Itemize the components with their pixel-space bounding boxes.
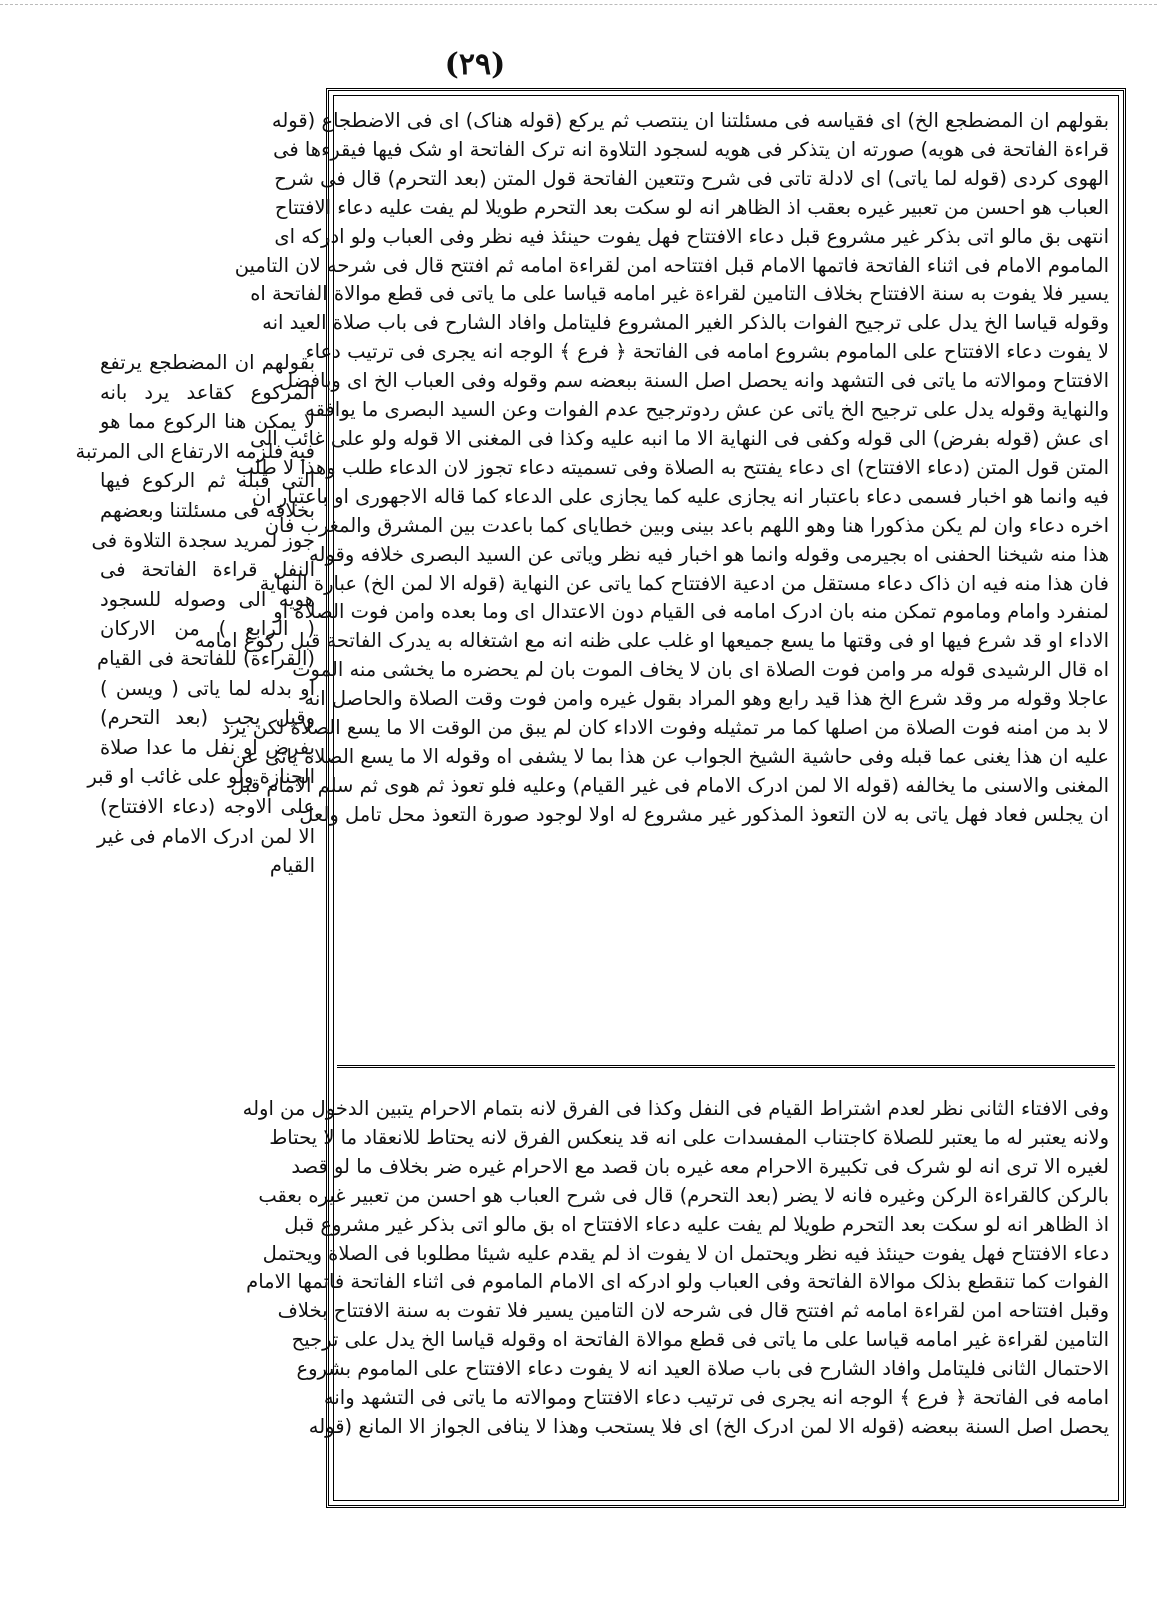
text-line: العباب هو احسن من تعبیر غیره بعقب اذ الظاهر انه لو سکت بعد التحرم طویلا لم یفت علیه دعاء الافتتاح: [274, 195, 1109, 219]
text-line: عاجلا وقوله مر وقد شرع الخ هذا قید رابع وهو المراد بقول غیره وامن فوت وقت الصلاة والحاصل انه: [304, 687, 1109, 711]
text-line: والنهایة وقوله یدل علی ترجیح الخ یاتی عن عش ردوترجیح عدم الفوات وعن السید البصری ما یوافقه: [305, 398, 1109, 422]
margin-line: لا یمکن هنا الرکوع مما هو: [100, 410, 315, 434]
margin-line: جوز لمرید سجدة التلاوة فی: [91, 528, 315, 552]
text-line: الاحتمال الثانی فلیتامل وافاد الشارح فی باب صلاة العید انه لا یفوت دعاء الافتتاح علی الماموم بشروع: [296, 1357, 1109, 1381]
margin-line: ( الرابع ) من الارکان: [100, 617, 315, 641]
text-line: الهوی کردی (قوله لما یاتی) ای لادلة تاتی فی شرح وتتعین الفاتحة قول المتن (بعد التحرم) قال فی شرح: [274, 166, 1109, 190]
text-line: فیه وانما هو اخبار فسمی دعاء باعتبار انه یجازی علیه کما یجازی علی الدعاء کما قاله الاجهوری او باعتبار ان: [251, 484, 1109, 508]
text-line: بقولهم ان المضطجع الخ) ای فقیاسه فی مسئلتنا ان ینتصب ثم یرکع (قوله هناک) ای فی الاضطجاع (قوله: [271, 109, 1109, 132]
text-line: ان یجلس فعاد فهل یاتی به لان التعوذ المذکور غیر مشروع له اولا لوجود صورة التعوذ محل تامل ولعل: [299, 802, 1109, 826]
text-line: بالرکن کالقراءة الرکن وغیره فانه لا یضر (بعد التحرم) قال فی شرح العباب هو احسن من تعبیر غیره بعقب: [258, 1183, 1109, 1207]
margin-line: فیه فلزمه الارتفاع الی المرتبة: [75, 439, 315, 463]
margin-line: الا لمن ادرک الامام فی غیر: [97, 824, 315, 848]
text-line: اخره دعاء وان لم یکن مذکورا هنا وهو اللهم باعد بینی وبین خطایای کما باعدت بین المشرق والمغرب فان: [264, 513, 1109, 537]
text-line: یحصل اصل السنة ببعضه (قوله الا لمن ادرک الخ) ای فلا یستحب وهذا لا ینافی الجواز الا المانع (قوله: [308, 1414, 1109, 1438]
text-line: هذا منه شیخنا الحفنی اه بجیرمی وقوله وانما هو اخبار فیه نظر ویاتی عن السید البصری خلافه وقوله: [309, 542, 1109, 566]
margin-line: وقیل یجب (بعد التحرم): [100, 706, 315, 730]
text-line: اه قال الرشیدی قوله مر وامن فوت الصلاة ای بان لا یخاف الموت بان لم یحضره ما یخشی منه الموت: [292, 658, 1109, 682]
text-line: فان هذا منه فیه ان ذاک دعاء مستقل من ادعیة الافتتاح کما یاتی عن النهایة (قوله الا لمن الخ) عبارة النهایة: [259, 571, 1109, 595]
text-line: علیه ان هذا یغنی عما قبله وفی حاشیة الشیخ الجواب عن هذا بما لا یشفی اه وقوله الا ما یسع الصلاة یاتی عن: [232, 744, 1109, 768]
text-line: وقوله قیاسا الخ یدل علی ترجیح الفوات بالذکر الغیر المشروع فلیتامل وافاد الشارح فی باب صلاة العید انه: [262, 311, 1109, 335]
margin-line: علی الاوجه (دعاء الافتتاح): [100, 794, 315, 818]
margin-line: بفرض او نفل ما عدا صلاة: [100, 735, 315, 759]
text-line: الاداء او قد شرع فیها او فی وقتها ما یسع جمیعها او غلب علی ظنه انه مع اشتغاله به یدرک الفاتحة قبل رکوع امامه: [194, 629, 1109, 653]
text-line: وقبل افتتاحه امن لقراءة امامه ثم افتتح قال فی شرحه لان التامین یسیر فلا تفوت به سنة الافتتاح بخلاف: [277, 1299, 1109, 1323]
text-line: التامین لقراءة غیر امامه قیاسا علی ما یاتی فی قطع موالاة الفاتحة اه وقوله قیاسا الخ یدل علی ترجیح: [291, 1328, 1109, 1352]
text-line: المتن قول المتن (دعاء الافتتاح) ای دعاء یفتتح به الصلاة وفی تسمیته دعاء تجوز لان الدعاء طلب وهذا لا طلب: [235, 455, 1109, 479]
scan-edge-rule: [0, 4, 1157, 5]
margin-line: (القراءة) للفاتحة فی القیام: [97, 646, 315, 670]
commentary-bottom-block: [242, 1095, 1109, 1495]
text-line: دعاء الافتتاح فهل یفوت حینئذ فیه نظر ویحتمل ان لا یفوت اذ لم یقدم علیه شیئا مطلوبا فی الصلاة ویحتمل: [262, 1241, 1109, 1265]
margin-line: النفل قراءة الفاتحة فی: [100, 558, 315, 582]
margin-line: هویه الی وصوله للسجود: [100, 587, 315, 611]
text-line: ولانه یعتبر له ما یعتبر للصلاة کاجتناب المفسدات علی انه قد ینعکس الفرق لانه یحتاط للانعقاد ما لا یحتاط: [269, 1125, 1109, 1149]
text-line: ای عش (قوله بفرض) الی قوله وکفی فی النهایة الا ما انبه علیه وکذا فی المغنی الا قوله ولو علی غائب الی: [250, 426, 1109, 450]
section-divider: [337, 1065, 1115, 1068]
text-line: لغیره الا تری انه لو شرک فی تکبیرة الاحرام معه غیره بان قصد مع الاحرام غیره ضر بخلاف ما لو قصد: [291, 1154, 1109, 1178]
text-line: المغنی والاسنی ما یخالفه (قوله الا لمن ادرک الامام فی غیر القیام) وعلیه فلو تعوذ ثم هوی ثم سلم الامام قبل: [230, 773, 1109, 797]
text-line: الفوات کما تنقطع بذلک موالاة الفاتحة وفی العباب ولو ادرکه ای الامام الماموم فی اثناء الفاتحة فاتمها الامام: [246, 1270, 1109, 1294]
text-line: قراءة الفاتحة فی هویه) صورته ان یتذکر فی هویه لسجود التلاوة انه ترک الفاتحة او شک فیها فیقرءها فی: [273, 137, 1109, 161]
text-line: لا یفوت دعاء الافتتاح علی الماموم بشروع امامه فی الفاتحة ﴿ فرع ﴾ الوجه انه یجری فی ترتیب دعاء: [305, 340, 1109, 364]
margin-line: القیام: [269, 854, 315, 878]
text-line: الماموم الامام فی اثناء الفاتحة فاتمها الامام قبل افتتاحه امن لقراءة امامه ثم افتتح قال فی شرحه لان التامین: [234, 253, 1109, 277]
text-line: یسیر فلا یفوت به سنة الافتتاح بخلاف التامین لقراءة غیر امامه قیاسا علی ما یاتی فی قطع موالاة الفاتحة اه: [250, 282, 1109, 306]
margin-line: بخلافه فی مسئلتنا وبعضهم: [100, 498, 315, 522]
margin-line: بقولهم ان المضطجع یرتفع: [100, 351, 315, 374]
margin-line: التی قبله ثم الرکوع فیها: [100, 469, 315, 493]
text-line: امامه فی الفاتحة ﴿ فرع ﴾ الوجه انه یجری فی ترتیب دعاء الافتتاح وموالاته ما یاتی فی التشهد وانه: [323, 1386, 1109, 1410]
text-line: وفی الافتاء الثانی نظر لعدم اشتراط القیام فی النفل وکذا فی الفرق لانه بتمام الاحرام یتبین الدخول من اوله: [242, 1097, 1109, 1120]
margin-line: او بدله لما یاتی ( ویسن ): [100, 676, 315, 700]
text-line: الافتتاح وموالاته ما یاتی فی التشهد وانه یحصل اصل السنة ببعضه سم وقوله وفی العباب الخ ای وبافضل: [279, 369, 1109, 393]
text-line: لا بد من امنه فوت الصلاة من اصلها کما مر تمثیله وفوت الاداء کان لم یبق من الوقت الا ما یسع الصلاة لکن یرد: [221, 716, 1109, 740]
margin-line: المرکوع کقاعد یرد بانه: [100, 380, 315, 404]
margin-line: الجنازة ولو علی غائب او قبر: [87, 765, 315, 789]
text-line: انتهی بق مالو اتی بذکر غیر مشروع قبل دعاء الافتتاح فهل یفوت حینئذ فیه نظر وفی العباب ولو ادرکه ای: [274, 224, 1109, 248]
text-line: اذ الظاهر انه لو سکت بعد التحرم طویلا لم یفت علیه دعاء الافتتاح اه بق مالو اتی بذکر غیر مشروع قبل: [284, 1212, 1109, 1236]
text-line: لمنفرد وامام وماموم تمکن منه بان ادرک امامه فی القیام دون الاعتدال ای وما بعده وامن فوت الصلاة او: [273, 600, 1109, 624]
page-number: (٢٩): [444, 47, 506, 82]
